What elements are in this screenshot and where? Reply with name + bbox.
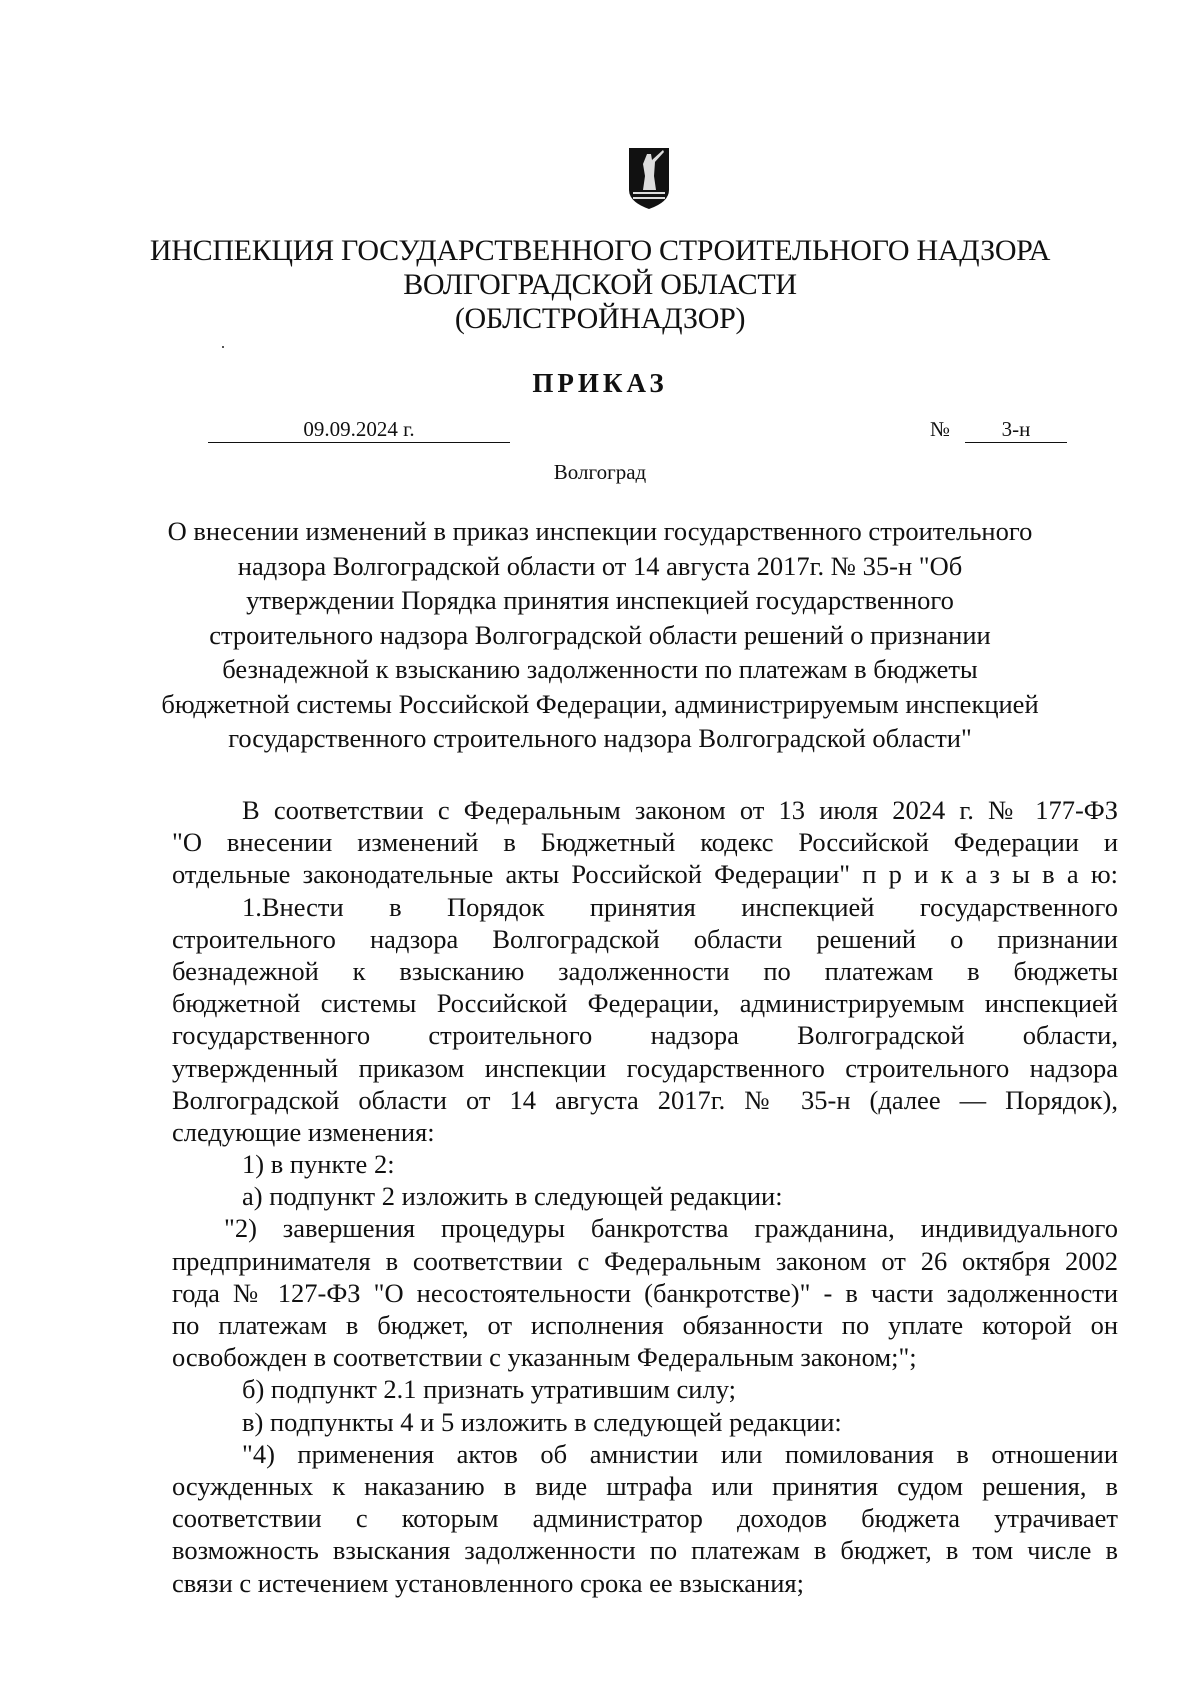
- body-line: В соответствии с Федеральным законом от 13 июля 2024 г. № 177-ФЗ: [242, 795, 1118, 825]
- body-line: соответствии с которым администратор доходов бюджета утрачивает: [172, 1503, 1118, 1534]
- body-line: предпринимателя в соответствии с Федеральным законом от 26 октября 2002: [172, 1245, 1118, 1276]
- body-line: возможность взыскания задолженности по платежам в бюджет, в том числе в: [172, 1535, 1118, 1566]
- title-line: бюджетной системы Российской Федерации, администрируемым инспекцией: [161, 688, 1039, 719]
- document-body: [172, 794, 1118, 1599]
- document-number: 3-н: [965, 416, 1067, 443]
- document-city: Волгоград: [553, 460, 647, 484]
- body-line: года № 127-ФЗ "О несостоятельности (банкротстве)" - в части задолженности: [172, 1277, 1118, 1308]
- organization-header: [0, 234, 1200, 336]
- body-line: "О внесении изменений в Бюджетный кодекс Российской Федерации и: [172, 827, 1118, 858]
- header-line-1: ИНСПЕКЦИЯ ГОСУДАРСТВЕННОГО СТРОИТЕЛЬНОГО НАДЗОРА: [149, 234, 1051, 267]
- body-line: "4) применения актов об амнистии или помилования в отношении: [242, 1438, 1118, 1469]
- document-title: [150, 514, 1050, 756]
- volgograd-coat-of-arms-icon: [627, 146, 671, 212]
- body-line: связи с истечением установленного срока ее взыскания;: [172, 1567, 804, 1598]
- title-line: строительного надзора Волгоградской области решений о признании: [209, 619, 991, 650]
- body-line: осужденных к наказанию в виде штрафа или принятия судом решения, в: [172, 1470, 1118, 1501]
- document-number-label: №: [930, 417, 951, 441]
- body-line: утвержденный приказом инспекции государственного строительного надзора: [172, 1052, 1118, 1083]
- body-line: безнадежной к взысканию задолженности по платежам в бюджеты: [172, 955, 1118, 986]
- title-line: государственного строительного надзора Волгоградской области": [228, 723, 972, 753]
- title-line: безнадежной к взысканию задолженности по платежам в бюджеты: [222, 654, 978, 684]
- header-line-3: (ОБЛСТРОЙНАДЗОР): [454, 302, 746, 335]
- body-line: в) подпункты 4 и 5 изложить в следующей редакции:: [242, 1406, 842, 1437]
- body-line: следующие изменения:: [172, 1116, 435, 1147]
- body-line: государственного строительного надзора Волгоградской области,: [172, 1020, 1118, 1051]
- body-line: 1.Внести в Порядок принятия инспекцией государственного: [242, 891, 1118, 922]
- document-date: 09.09.2024 г.: [208, 416, 510, 443]
- body-line: освобожден в соответствии с указанным Федеральным законом;";: [172, 1342, 917, 1373]
- body-line: по платежам в бюджет, от исполнения обязанности по уплате которой он: [172, 1310, 1118, 1340]
- header-line-2: ВОЛГОГРАДСКОЙ ОБЛАСТИ: [403, 268, 797, 301]
- body-line: б) подпункт 2.1 признать утратившим силу;: [242, 1374, 736, 1405]
- title-line: надзора Волгоградской области от 14 августа 2017г. № 35-н "Об: [237, 550, 963, 581]
- body-line: "2) завершения процедуры банкротства гражданина, индивидуального: [224, 1213, 1118, 1244]
- body-line: а) подпункт 2 изложить в следующей редакции:: [242, 1181, 783, 1212]
- body-line: 1) в пункте 2:: [242, 1149, 395, 1180]
- title-line: О внесении изменений в приказ инспекции государственного строительного: [167, 516, 1033, 546]
- body-line: строительного надзора Волгоградской области решений о признании: [172, 923, 1118, 954]
- scan-speck: [222, 346, 224, 348]
- document-type: ПРИКАЗ: [532, 368, 668, 398]
- body-line: бюджетной системы Российской Федерации, администрируемым инспекцией: [172, 988, 1118, 1019]
- title-line: утверждении Порядка принятия инспекцией государственного: [246, 585, 954, 615]
- body-line: Волгоградской области от 14 августа 2017г. № 35-н (далее — Порядок),: [172, 1084, 1118, 1115]
- body-line: отдельные законодательные акты Российской Федерации" п р и к а з ы в а ю:: [172, 859, 1118, 890]
